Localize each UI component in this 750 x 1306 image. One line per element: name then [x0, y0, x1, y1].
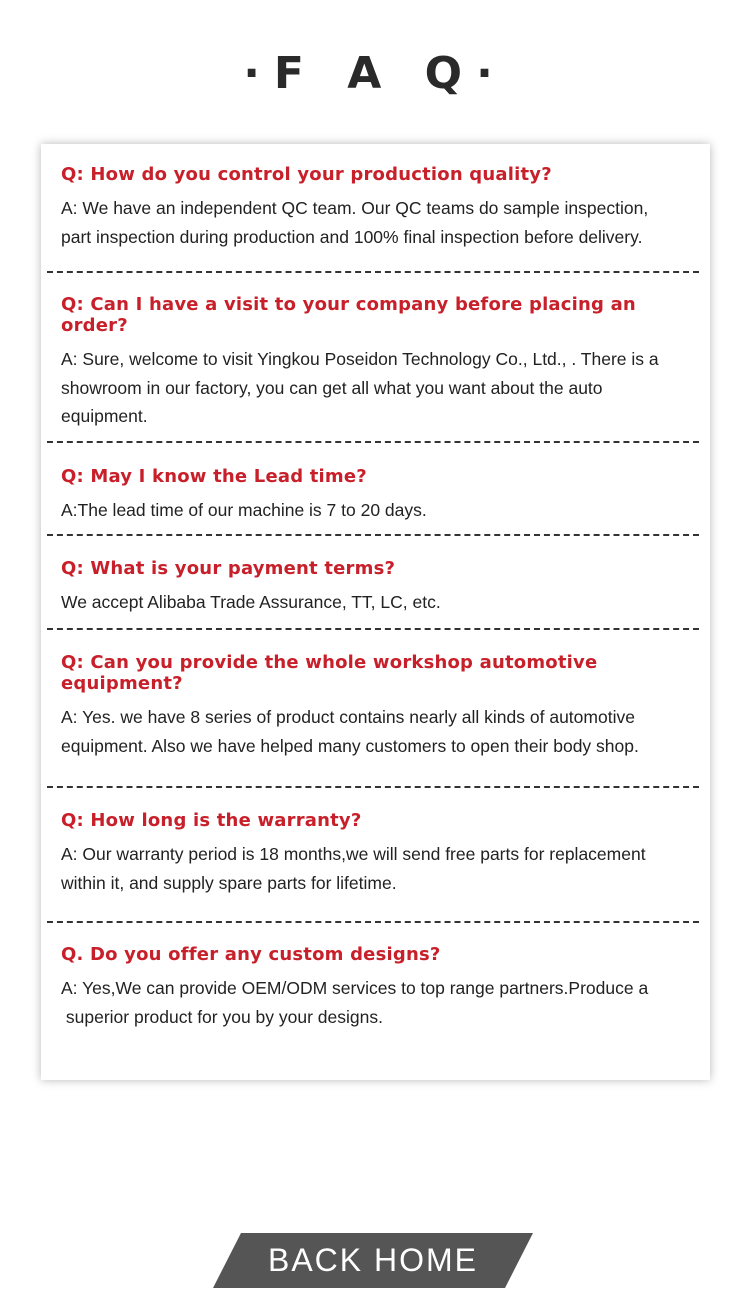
dashed-divider — [47, 786, 699, 788]
back-home-button[interactable] — [213, 1233, 533, 1288]
faq-item-warranty — [61, 810, 701, 897]
back-home-label: BACK HOME — [267, 1242, 479, 1278]
faq-answer: We accept Alibaba Trade Assurance, TT, LC, etc. — [61, 592, 441, 612]
faq-question: Q. Do you offer any custom designs? — [61, 944, 441, 965]
dashed-divider — [47, 271, 699, 273]
faq-item-workshop-equipment — [61, 652, 701, 760]
faq-question: Q: Can I have a visit to your company before placing an order? — [61, 294, 636, 336]
faq-item-production-quality — [61, 164, 701, 251]
faq-question: Q: How do you control your production quality? — [61, 164, 552, 185]
faq-question: Q: Can you provide the whole workshop automotive equipment? — [61, 652, 598, 694]
faq-answer: A: Sure, welcome to visit Yingkou Poseidon Technology Co., Ltd., . There is a showroom in our factory, you can get all what you want about the auto equipment. — [61, 349, 659, 426]
faq-item-company-visit — [61, 294, 701, 431]
faq-item-custom-designs — [61, 944, 701, 1031]
dashed-divider — [47, 628, 699, 630]
faq-item-lead-time — [61, 466, 701, 525]
faq-question: Q: May I know the Lead time? — [61, 466, 367, 487]
page-title: ·F A Q· — [243, 48, 507, 99]
dashed-divider — [47, 441, 699, 443]
faq-question: Q: What is your payment terms? — [61, 558, 396, 579]
faq-item-payment-terms — [61, 558, 701, 617]
faq-answer: A: We have an independent QC team. Our QC teams do sample inspection, part inspection during production and 100% final inspection before delivery. — [61, 198, 649, 247]
faq-answer: A: Yes. we have 8 series of product contains nearly all kinds of automotive equipment. Also we have helped many customers to open their body shop. — [61, 707, 639, 756]
faq-answer: A: Our warranty period is 18 months,we will send free parts for replacement within it, and supply spare parts for lifetime. — [61, 844, 646, 893]
dashed-divider — [47, 534, 699, 536]
faq-question: Q: How long is the warranty? — [61, 810, 362, 831]
faq-card — [41, 144, 710, 1080]
faq-answer: A: Yes,We can provide OEM/ODM services to top range partners.Produce a superior product for you by your designs. — [61, 978, 649, 1027]
dashed-divider — [47, 921, 699, 923]
faq-answer: A:The lead time of our machine is 7 to 20 days. — [61, 500, 427, 520]
